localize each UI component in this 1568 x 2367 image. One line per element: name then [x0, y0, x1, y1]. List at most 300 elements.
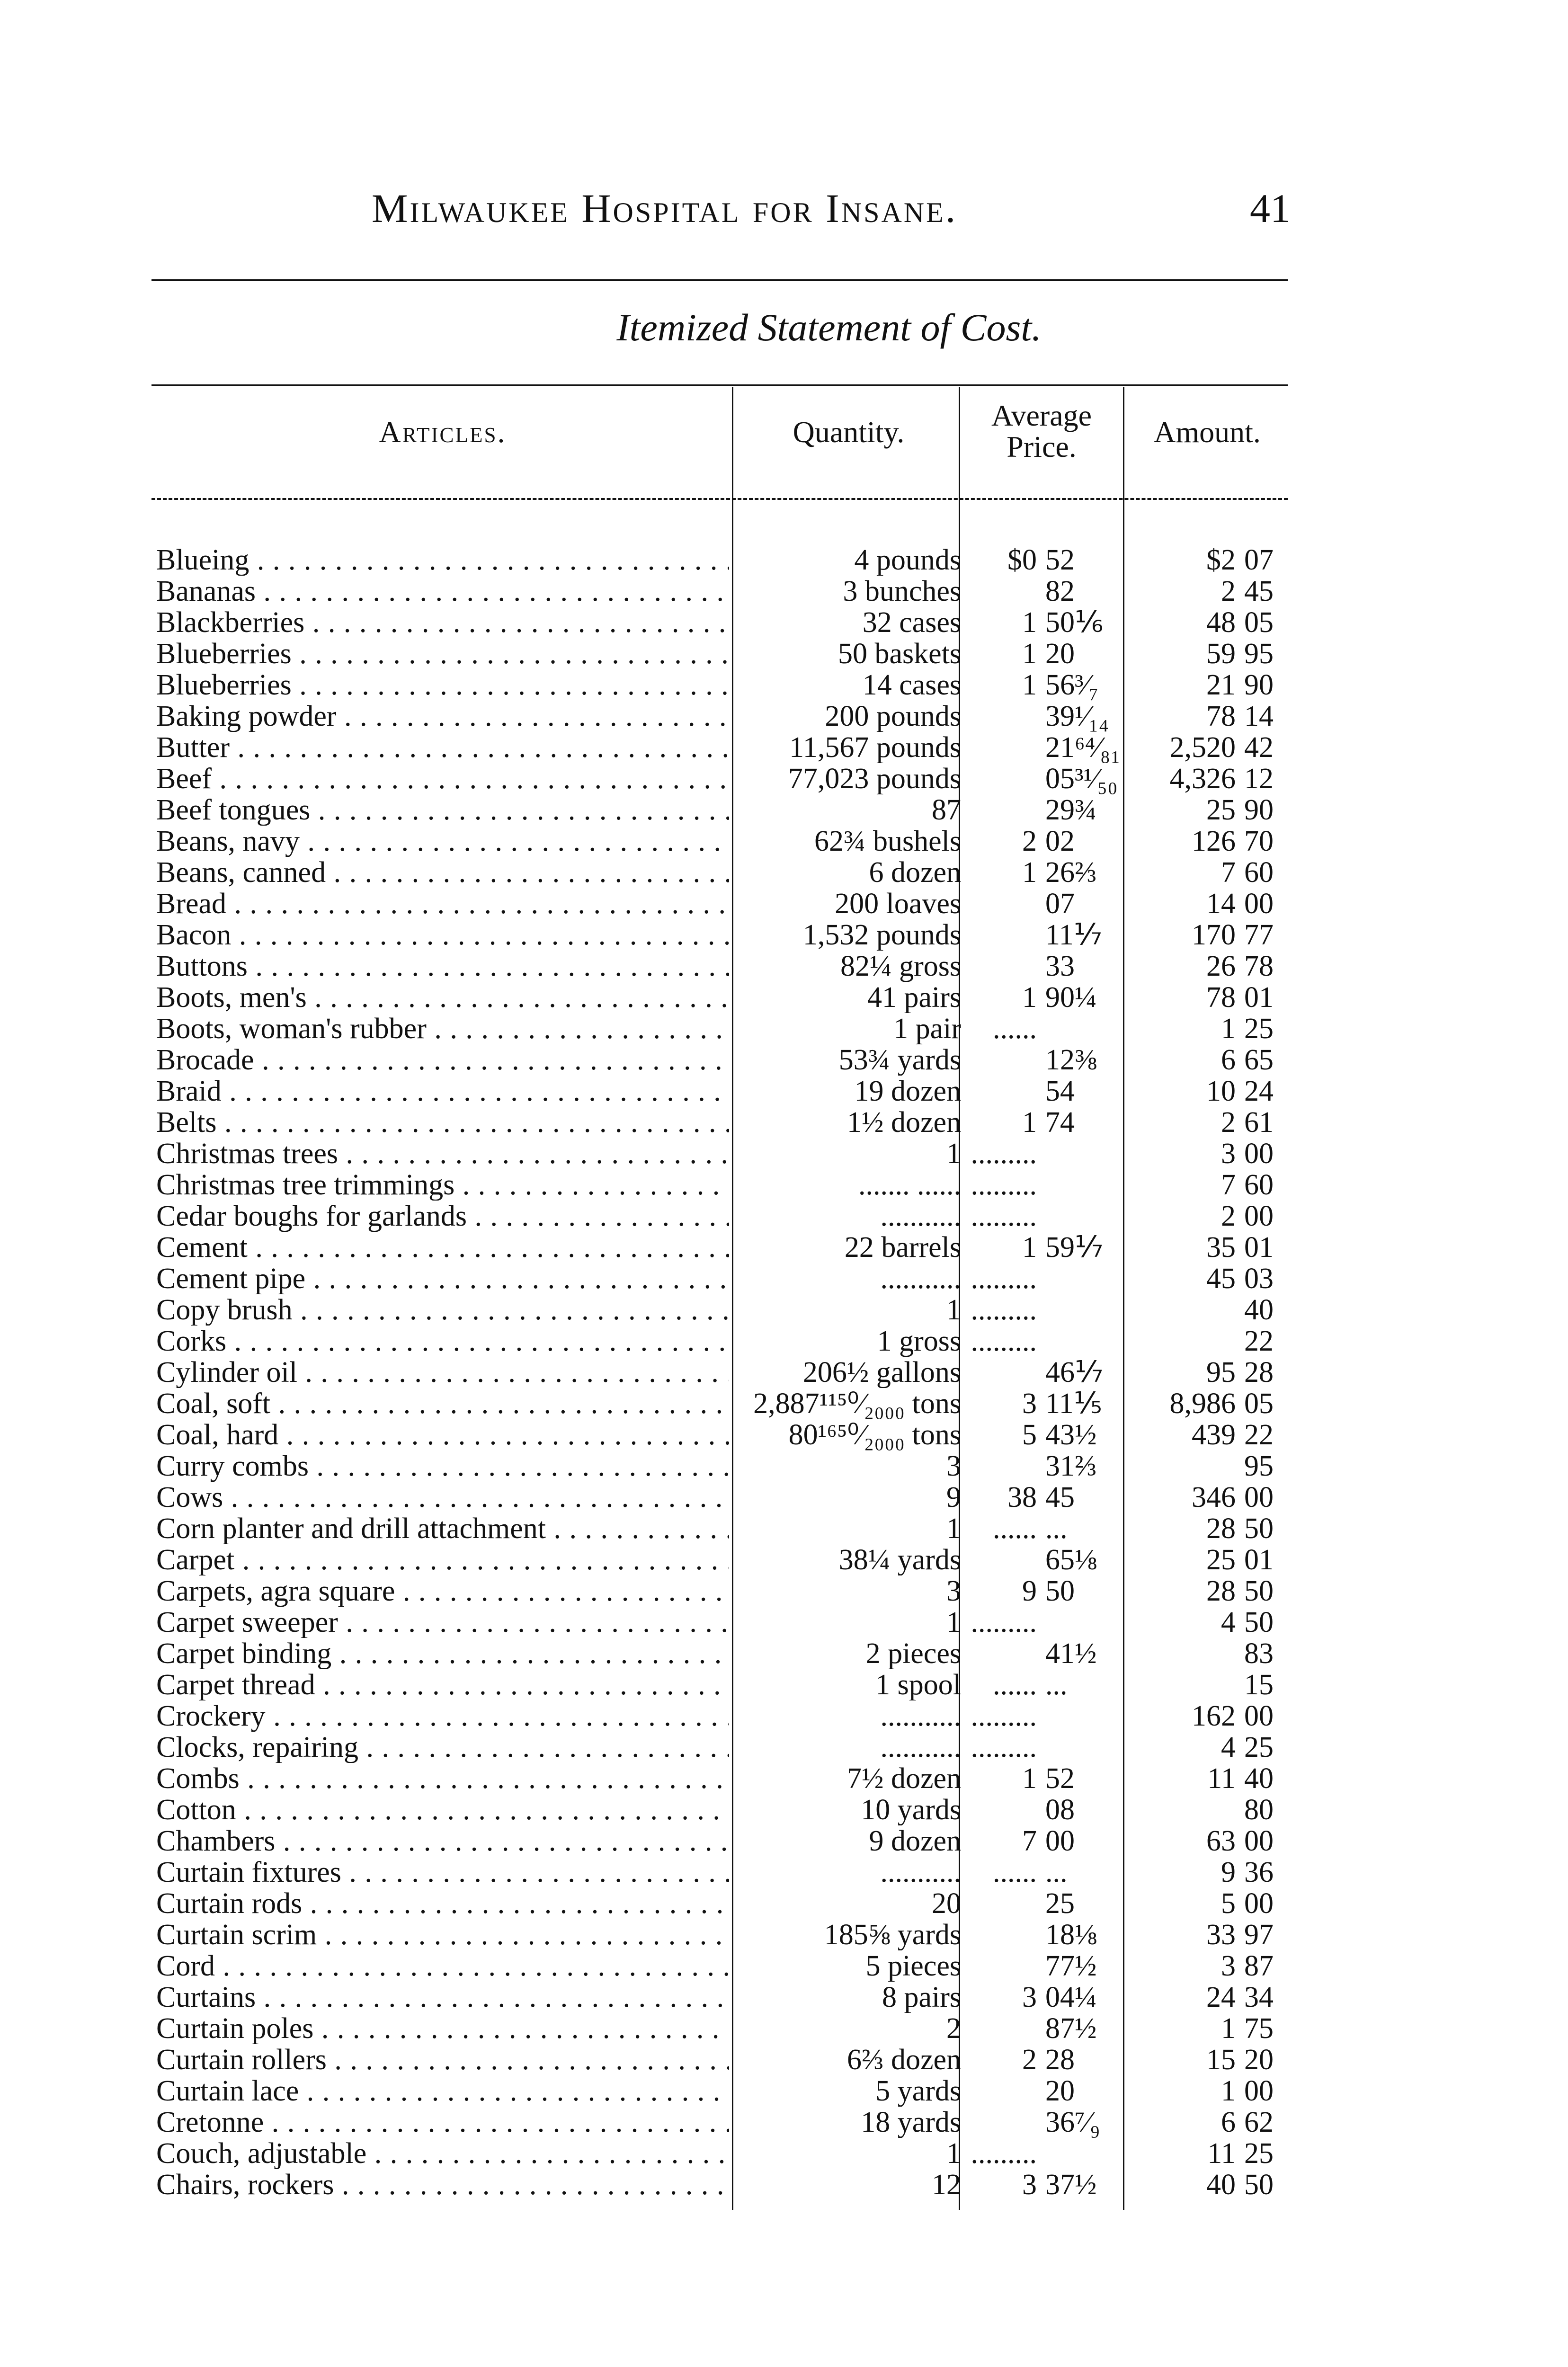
average-price-cell [961, 1419, 1122, 1450]
article-name: Carpet thread . . . [156, 1669, 729, 1700]
price-cents: 21⁶⁴⁄₈₁ [1045, 732, 1121, 763]
price-dollars: $0 [1007, 544, 1037, 576]
average-price-cell [961, 1482, 1122, 1513]
quantity-cell: 3 bunches [843, 576, 961, 607]
article-name: Chairs, rockers . . . [156, 2169, 729, 2200]
average-price-cell [961, 951, 1122, 982]
price-cents: 20 [1045, 2075, 1075, 2107]
table-row [0, 1357, 1568, 1388]
amount-dollars: 48 [1206, 606, 1236, 639]
amount-dollars: 346 [1192, 1481, 1236, 1513]
quantity-cell: 4 pounds [854, 544, 961, 576]
article-name: Curtains . . . [156, 1982, 729, 2013]
article-name: Blackberries . . . [156, 607, 729, 638]
amount-cell [1127, 2169, 1297, 2200]
quantity-cell: 1 [946, 1294, 961, 1326]
running-title: Milwaukee Hospital for Insane. [372, 186, 958, 231]
table-row [0, 1982, 1568, 2013]
price-dollars: 9 [1022, 1575, 1037, 1607]
average-price-cell [961, 1763, 1122, 1794]
amount-cell [1127, 1419, 1297, 1450]
amount-cents: 03 [1244, 1263, 1274, 1295]
quantity-cell: 5 yards [875, 2075, 961, 2107]
price-dollars: 1 [1022, 669, 1037, 701]
quantity-cell: 1½ dozen [846, 1107, 961, 1138]
amount-dollars: 78 [1206, 700, 1236, 732]
price-cents: 07 [1045, 888, 1075, 919]
amount-cell [1127, 1482, 1297, 1513]
average-price-cell [961, 763, 1122, 794]
amount-cell [1127, 763, 1297, 794]
price-cents: 11⅕ [1045, 1388, 1102, 1419]
average-price-cell [961, 1794, 1122, 1825]
table-row [0, 607, 1568, 638]
table-row [0, 1388, 1568, 1419]
price-cents: 56³⁄₇ [1045, 669, 1099, 701]
table-row [0, 1201, 1568, 1232]
average-price-cell [961, 1575, 1122, 1607]
amount-dollars: 5 [1221, 1887, 1236, 1920]
amount-dollars: 1 [1221, 2075, 1236, 2107]
table-row [0, 669, 1568, 701]
amount-dollars: 8,986 [1169, 1388, 1236, 1420]
average-price-cell [961, 1669, 1122, 1700]
table-row [0, 1794, 1568, 1825]
article-name: Curtain scrim . . . [156, 1919, 729, 1950]
amount-dollars: 11 [1207, 2137, 1236, 2170]
amount-cents: 24 [1244, 1075, 1274, 1107]
price-dollars: ......... [971, 1169, 1037, 1201]
quantity-cell: 1 [946, 1138, 961, 1169]
average-price-cell [961, 1169, 1122, 1201]
article-name: Carpet binding . . . [156, 1638, 729, 1669]
amount-cents: 97 [1244, 1919, 1274, 1951]
amount-cents: 36 [1244, 1856, 1274, 1888]
quantity-cell: ........... [880, 1857, 961, 1888]
quantity-cell: 206½ gallons [802, 1357, 961, 1388]
quantity-cell: 1 gross [877, 1326, 961, 1357]
article-name: Beef . . . [156, 763, 729, 794]
table-row [0, 1482, 1568, 1513]
amount-cell [1127, 576, 1297, 607]
quantity-cell: 11,567 pounds [789, 732, 961, 763]
quantity-cell: 5 pieces [865, 1950, 961, 1982]
header-rule [151, 279, 1288, 281]
table-row [0, 982, 1568, 1013]
average-price-cell [961, 1357, 1122, 1388]
amount-cents: 95 [1244, 1450, 1274, 1482]
quantity-cell: 80¹⁶⁵⁰⁄₂₀₀₀ tons [788, 1419, 961, 1450]
amount-dollars: 4 [1221, 1731, 1236, 1763]
price-dollars: ...... [993, 1857, 1037, 1888]
table-row [0, 1232, 1568, 1263]
amount-cell [1127, 1044, 1297, 1076]
table-top-rule [151, 384, 1288, 386]
quantity-cell: 2 [946, 2013, 961, 2044]
amount-cents: 00 [1244, 1700, 1274, 1732]
price-cents: 90¼ [1045, 982, 1097, 1013]
average-price-cell [961, 1700, 1122, 1732]
price-cents: 31⅔ [1045, 1450, 1097, 1482]
amount-cents: 01 [1244, 981, 1274, 1014]
price-cents: 45 [1045, 1482, 1075, 1513]
table-row [0, 2013, 1568, 2044]
price-dollars: 3 [1022, 2169, 1037, 2200]
average-price-cell [961, 701, 1122, 732]
amount-cell [1127, 1107, 1297, 1138]
article-name: Couch, adjustable . . . [156, 2138, 729, 2169]
article-name: Cotton . . . [156, 1794, 729, 1825]
article-name: Beans, navy . . . [156, 826, 729, 857]
quantity-cell: 1 spool [875, 1669, 961, 1700]
amount-cents: 60 [1244, 856, 1274, 889]
article-name: Corn planter and drill attachment . . . [156, 1513, 729, 1544]
table-row [0, 2169, 1568, 2200]
table-row [0, 1857, 1568, 1888]
table-row [0, 2044, 1568, 2075]
article-name: Bacon . . . [156, 919, 729, 951]
price-dollars: 1 [1022, 638, 1037, 669]
table-row [0, 1825, 1568, 1857]
table-row [0, 1763, 1568, 1794]
quantity-cell: 87 [932, 794, 961, 826]
price-dollars: ...... [993, 1513, 1037, 1544]
amount-cents: 80 [1244, 1794, 1274, 1826]
price-dollars: ......... [971, 1201, 1037, 1232]
amount-cell [1127, 1169, 1297, 1201]
average-price-cell [961, 794, 1122, 826]
article-name: Corks . . . [156, 1326, 729, 1357]
price-cents: 82 [1045, 576, 1075, 607]
price-cents: 74 [1045, 1107, 1075, 1138]
price-dollars: ......... [971, 1294, 1037, 1326]
quantity-cell: 3 [946, 1575, 961, 1607]
average-price-cell [961, 1950, 1122, 1982]
article-name: Copy brush . . . [156, 1294, 729, 1326]
price-cents: ... [1045, 1857, 1068, 1888]
amount-cents: 00 [1244, 1887, 1274, 1920]
article-name: Curtain rods . . . [156, 1888, 729, 1919]
amount-dollars: 25 [1206, 1544, 1236, 1576]
price-cents: 36⁷⁄₉ [1045, 2107, 1100, 2138]
amount-dollars: 4,326 [1169, 763, 1236, 795]
price-cents: 02 [1045, 826, 1075, 857]
amount-cell [1127, 1638, 1297, 1669]
quantity-cell: 6 dozen [869, 857, 961, 888]
amount-cell [1127, 2138, 1297, 2169]
amount-cell [1127, 1982, 1297, 2013]
price-cents: 25 [1045, 1888, 1075, 1919]
table-row [0, 1513, 1568, 1544]
table-row [0, 2075, 1568, 2107]
amount-dollars: 10 [1206, 1075, 1236, 1107]
amount-cell [1127, 1357, 1297, 1388]
header-bottom-rule [151, 498, 1288, 500]
average-price-cell [961, 544, 1122, 576]
quantity-cell: 200 pounds [825, 701, 961, 732]
amount-dollars: 40 [1206, 2169, 1236, 2201]
amount-cell [1127, 1857, 1297, 1888]
price-cents: 77½ [1045, 1950, 1097, 1982]
price-cents: 39¹⁄₁₄ [1045, 701, 1109, 732]
average-price-cell [961, 1044, 1122, 1076]
price-dollars: ...... [993, 1669, 1037, 1700]
quantity-cell: 9 dozen [869, 1825, 961, 1857]
article-name: Curry combs . . . [156, 1450, 729, 1482]
price-cents: 41½ [1045, 1638, 1097, 1669]
amount-dollars: 439 [1192, 1419, 1236, 1451]
average-price-cell [961, 826, 1122, 857]
average-price-cell [961, 1732, 1122, 1763]
amount-cents: 83 [1244, 1637, 1274, 1670]
quantity-cell: 1 [946, 2138, 961, 2169]
amount-cents: 00 [1244, 2075, 1274, 2107]
quantity-cell: 32 cases [862, 607, 961, 638]
amount-cell [1127, 1888, 1297, 1919]
quantity-cell: 1 [946, 1607, 961, 1638]
quantity-cell: ........... [880, 1201, 961, 1232]
price-dollars: 2 [1022, 826, 1037, 857]
amount-cell [1127, 2075, 1297, 2107]
amount-dollars: 162 [1192, 1700, 1236, 1732]
article-name: Blueberries . . . [156, 669, 729, 701]
quantity-cell: 185⅝ yards [824, 1919, 961, 1950]
quantity-cell: 6⅔ dozen [846, 2044, 961, 2075]
amount-dollars: 3 [1221, 1138, 1236, 1170]
amount-cents: 00 [1244, 1138, 1274, 1170]
section-title: Itemized Statement of Cost. [616, 306, 1042, 349]
table-row [0, 1669, 1568, 1700]
average-price-cell [961, 1825, 1122, 1857]
table-row [0, 1638, 1568, 1669]
average-price-cell [961, 1450, 1122, 1482]
amount-dollars: 11 [1207, 1762, 1236, 1795]
table-row [0, 1732, 1568, 1763]
price-dollars: 1 [1022, 607, 1037, 638]
price-dollars: 7 [1022, 1825, 1037, 1857]
amount-cents: 15 [1244, 1669, 1274, 1701]
table-row [0, 1950, 1568, 1982]
quantity-cell: 19 dozen [854, 1076, 961, 1107]
average-price-cell [961, 2075, 1122, 2107]
article-name: Christmas tree trimmings . . . [156, 1169, 729, 1201]
amount-cell [1127, 919, 1297, 951]
average-price-cell [961, 1107, 1122, 1138]
price-cents: 29¾ [1045, 794, 1097, 826]
table-row [0, 1450, 1568, 1482]
amount-cents: 00 [1244, 1200, 1274, 1232]
average-price-cell [961, 982, 1122, 1013]
average-price-cell [961, 1201, 1122, 1232]
article-name: Cement . . . [156, 1232, 729, 1263]
price-dollars: ......... [971, 1326, 1037, 1357]
price-cents: 12⅜ [1045, 1044, 1097, 1076]
price-cents: 50 [1045, 1575, 1075, 1607]
article-name: Crockery . . . [156, 1700, 729, 1732]
amount-cents: 05 [1244, 606, 1274, 639]
article-name: Curtain lace . . . [156, 2075, 729, 2107]
amount-cents: 42 [1244, 731, 1274, 764]
table-row [0, 1700, 1568, 1732]
price-dollars: ......... [971, 1732, 1037, 1763]
price-dollars: ......... [971, 1607, 1037, 1638]
table-row [0, 2107, 1568, 2138]
article-name: Blueberries . . . [156, 638, 729, 669]
amount-cell [1127, 607, 1297, 638]
price-cents: 28 [1045, 2044, 1075, 2075]
amount-cell [1127, 1763, 1297, 1794]
article-name: Butter . . . [156, 732, 729, 763]
amount-cell [1127, 1825, 1297, 1857]
table-row [0, 1138, 1568, 1169]
amount-cents: 40 [1244, 1294, 1274, 1326]
price-dollars: 1 [1022, 1107, 1037, 1138]
amount-cell [1127, 732, 1297, 763]
table-row [0, 951, 1568, 982]
price-cents: 33 [1045, 951, 1075, 982]
amount-dollars: 2 [1221, 575, 1236, 607]
article-name: Coal, hard . . . [156, 1419, 729, 1450]
amount-dollars: 28 [1206, 1575, 1236, 1607]
price-dollars: 3 [1022, 1388, 1037, 1419]
amount-dollars: 33 [1206, 1919, 1236, 1951]
article-name: Carpet sweeper . . . [156, 1607, 729, 1638]
price-cents: 46⅐ [1045, 1357, 1104, 1388]
average-price-cell [961, 1388, 1122, 1419]
article-name: Carpets, agra square . . . [156, 1575, 729, 1607]
article-name: Bread . . . [156, 888, 729, 919]
amount-dollars: 6 [1221, 2106, 1236, 2138]
quantity-cell: 7½ dozen [846, 1763, 961, 1794]
quantity-cell: 50 baskets [837, 638, 961, 669]
price-cents: 05³¹⁄₅₀ [1045, 763, 1118, 794]
table-row [0, 638, 1568, 669]
amount-cents: 40 [1244, 1762, 1274, 1795]
average-price-cell [961, 1857, 1122, 1888]
amount-dollars: 25 [1206, 794, 1236, 826]
amount-cell [1127, 638, 1297, 669]
page-number: 41 [1250, 186, 1291, 231]
amount-dollars: 9 [1221, 1856, 1236, 1888]
amount-dollars: 15 [1206, 2044, 1236, 2076]
quantity-cell: ........... [880, 1700, 961, 1732]
amount-cents: 75 [1244, 2012, 1274, 2045]
amount-dollars: 1 [1221, 1013, 1236, 1045]
amount-dollars: 95 [1206, 1356, 1236, 1388]
table-row [0, 1076, 1568, 1107]
average-price-cell [961, 888, 1122, 919]
article-name: Braid . . . [156, 1076, 729, 1107]
amount-cents: 61 [1244, 1106, 1274, 1139]
price-cents: 11⅐ [1045, 919, 1102, 951]
amount-cents: 01 [1244, 1544, 1274, 1576]
average-price-cell [961, 732, 1122, 763]
average-price-line1: Average [991, 399, 1092, 432]
price-dollars: 3 [1022, 1982, 1037, 2013]
column-header-articles: Articles. [379, 415, 507, 449]
article-name: Curtain rollers . . . [156, 2044, 729, 2075]
amount-dollars: 14 [1206, 888, 1236, 920]
quantity-cell: 8 pairs [882, 1982, 961, 2013]
quantity-cell: 2,887¹¹⁵⁰⁄₂₀₀₀ tons [753, 1388, 961, 1419]
amount-dollars: 26 [1206, 950, 1236, 982]
article-name: Carpet . . . [156, 1544, 729, 1575]
amount-cell [1127, 1326, 1297, 1357]
quantity-cell: 3 [946, 1450, 961, 1482]
price-dollars: 2 [1022, 2044, 1037, 2075]
average-price-cell [961, 1232, 1122, 1263]
amount-dollars: 28 [1206, 1513, 1236, 1545]
amount-cell [1127, 1388, 1297, 1419]
price-cents: 08 [1045, 1794, 1075, 1825]
article-name: Beans, canned . . . [156, 857, 729, 888]
amount-cell [1127, 1794, 1297, 1825]
average-price-cell [961, 1076, 1122, 1107]
article-name: Cedar boughs for garlands . . . [156, 1201, 729, 1232]
quantity-cell: 22 barrels [844, 1232, 961, 1263]
price-dollars: ......... [971, 1700, 1037, 1732]
price-cents: 00 [1045, 1825, 1075, 1857]
amount-cell [1127, 1607, 1297, 1638]
table-row [0, 1419, 1568, 1450]
price-cents: 04¼ [1045, 1982, 1097, 2013]
quantity-cell: 12 [932, 2169, 961, 2200]
table-row [0, 1919, 1568, 1950]
amount-cell [1127, 951, 1297, 982]
quantity-cell: 41 pairs [867, 982, 961, 1013]
amount-cell [1127, 669, 1297, 701]
amount-cents: 25 [1244, 2137, 1274, 2170]
table-row [0, 576, 1568, 607]
price-cents: 18⅛ [1045, 1919, 1097, 1950]
average-price-cell [961, 1138, 1122, 1169]
amount-cell [1127, 701, 1297, 732]
amount-dollars: 2 [1221, 1106, 1236, 1139]
table-row [0, 1169, 1568, 1201]
price-dollars: 1 [1022, 857, 1037, 888]
average-price-cell [961, 1919, 1122, 1950]
amount-cents: 90 [1244, 669, 1274, 701]
amount-dollars: 7 [1221, 1169, 1236, 1201]
quantity-cell: ........... [880, 1732, 961, 1763]
amount-cents: 12 [1244, 763, 1274, 795]
amount-cell [1127, 1513, 1297, 1544]
price-cents: 54 [1045, 1076, 1075, 1107]
table-row [0, 794, 1568, 826]
amount-dollars: 126 [1192, 825, 1236, 857]
article-name: Boots, men's . . . [156, 982, 729, 1013]
article-name: Combs . . . [156, 1763, 729, 1794]
amount-cell [1127, 826, 1297, 857]
amount-cell [1127, 1544, 1297, 1575]
amount-cents: 05 [1244, 1388, 1274, 1420]
amount-cell [1127, 857, 1297, 888]
amount-cents: 70 [1244, 825, 1274, 857]
quantity-cell: 1,532 pounds [802, 919, 961, 951]
price-dollars: 5 [1022, 1419, 1037, 1450]
table-row [0, 1326, 1568, 1357]
amount-cell [1127, 544, 1297, 576]
price-dollars: ......... [971, 2138, 1037, 2169]
table-row [0, 1544, 1568, 1575]
table-row [0, 701, 1568, 732]
article-name: Coal, soft . . . [156, 1388, 729, 1419]
column-header-average-price [961, 400, 1122, 463]
table-row [0, 763, 1568, 794]
article-name: Cylinder oil . . . [156, 1357, 729, 1388]
average-price-cell [961, 2107, 1122, 2138]
quantity-cell: 38¼ yards [838, 1544, 961, 1575]
